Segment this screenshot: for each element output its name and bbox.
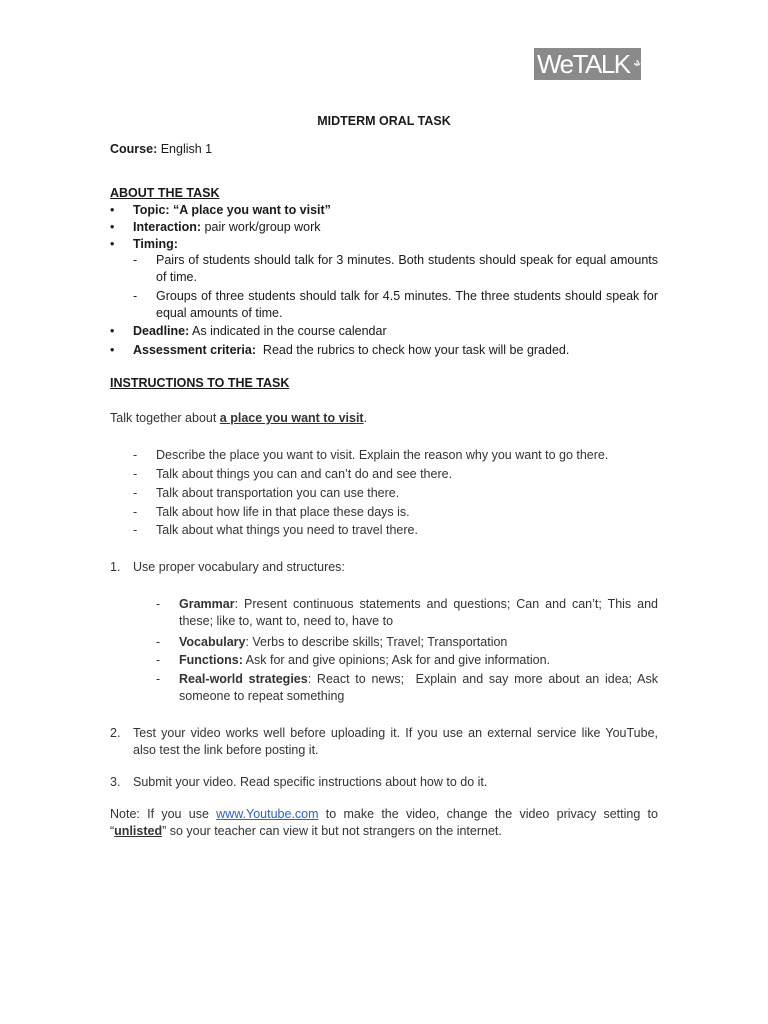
note-text: Note: If you use: [110, 807, 217, 821]
dash-marker: -: [133, 467, 138, 481]
page-title: MIDTERM ORAL TASK: [317, 114, 451, 128]
structure-text: Ask for and give opinions; Ask for and give information.: [242, 653, 551, 667]
structure-label: Functions:: [179, 653, 243, 667]
instructions-heading: INSTRUCTIONS TO THE TASK: [110, 376, 290, 390]
bullet-icon: •: [110, 237, 115, 251]
talk-item-text: Talk about what things you need to travel there.: [156, 523, 418, 537]
intro-end: .: [363, 411, 368, 425]
structure-label: Real-world strategies: [179, 672, 308, 686]
interaction-value: pair work/group work: [201, 220, 321, 234]
dash-marker: -: [156, 672, 161, 686]
dash-marker: -: [133, 523, 138, 537]
timing-item-text: Groups of three students should talk for 4.5 minutes. The three students should speak for equal amounts of time.: [156, 289, 658, 320]
structure-label: Grammar: [179, 597, 235, 611]
bullet-icon: •: [110, 203, 115, 217]
step-text: Use proper vocabulary and structures:: [133, 560, 345, 574]
logo-text: WeTALK: [537, 49, 630, 79]
course-label: Course:: [110, 142, 158, 156]
step-text: Submit your video. Read specific instructions about how to do it.: [133, 775, 488, 789]
course-value: English 1: [157, 142, 213, 156]
instructions-intro: [110, 410, 658, 427]
deadline-label: Deadline:: [133, 324, 190, 338]
intro-topic: a place you want to visit: [219, 411, 364, 425]
youtube-link[interactable]: www.Youtube.com: [216, 807, 319, 821]
structure-text: : React to news; Explain and say more about an idea; Ask someone to repeat something: [179, 672, 662, 703]
dash-marker: -: [133, 253, 138, 267]
step-text: Test your video works well before uploading it. If you use an external service like YouTube, also test the link before posting it.: [133, 726, 658, 757]
dash-marker: -: [156, 597, 161, 611]
structure-text: : Verbs to describe skills; Travel; Transportation: [245, 635, 508, 649]
talk-item-text: Talk about things you can and can’t do and see there.: [156, 467, 453, 481]
note-text: to make the video, change the video privacy setting to “: [110, 807, 658, 838]
bullet-icon: •: [110, 343, 115, 357]
intro-text: Talk together about: [110, 411, 220, 425]
assessment-value: Read the rubrics to check how your task will be graded.: [255, 343, 570, 357]
note-unlisted: unlisted: [114, 824, 163, 838]
deadline-value: As indicated in the course calendar: [189, 324, 387, 338]
structure-label: Vocabulary: [179, 635, 246, 649]
talk-item-text: Talk about how life in that place these days is.: [156, 505, 410, 519]
step-number: 3.: [110, 775, 121, 789]
step-number: 1.: [110, 560, 121, 574]
dash-marker: -: [133, 486, 138, 500]
interaction-label: Interaction:: [133, 220, 202, 234]
bullet-icon: •: [110, 220, 115, 234]
dash-marker: -: [133, 289, 138, 303]
talk-item-text: Talk about transportation you can use there.: [156, 486, 400, 500]
timing-label: Timing:: [133, 237, 178, 251]
structure-text: : Present continuous statements and questions; Can and can’t; This and these; like to, want to, need to, have to: [179, 597, 658, 628]
assessment-label: Assessment criteria:: [133, 343, 256, 357]
topic-label: Topic: “A place you want to visit”: [133, 203, 331, 217]
about-heading: ABOUT THE TASK: [110, 186, 220, 200]
talk-item-text: Describe the place you want to visit. Explain the reason why you want to go there.: [156, 448, 609, 462]
timing-item-text: Pairs of students should talk for 3 minutes. Both students should speak for equal amounts of time.: [156, 253, 658, 284]
course-line: [110, 141, 658, 158]
note-text: ” so your teacher can view it but not strangers on the internet.: [162, 824, 502, 838]
privacy-note: [110, 806, 658, 840]
bullet-icon: •: [110, 324, 115, 338]
dash-marker: -: [133, 505, 138, 519]
dash-marker: -: [156, 653, 161, 667]
step-number: 2.: [110, 726, 121, 740]
dash-marker: -: [156, 635, 161, 649]
document-page: [110, 0, 662, 1024]
dash-marker: -: [133, 448, 138, 462]
